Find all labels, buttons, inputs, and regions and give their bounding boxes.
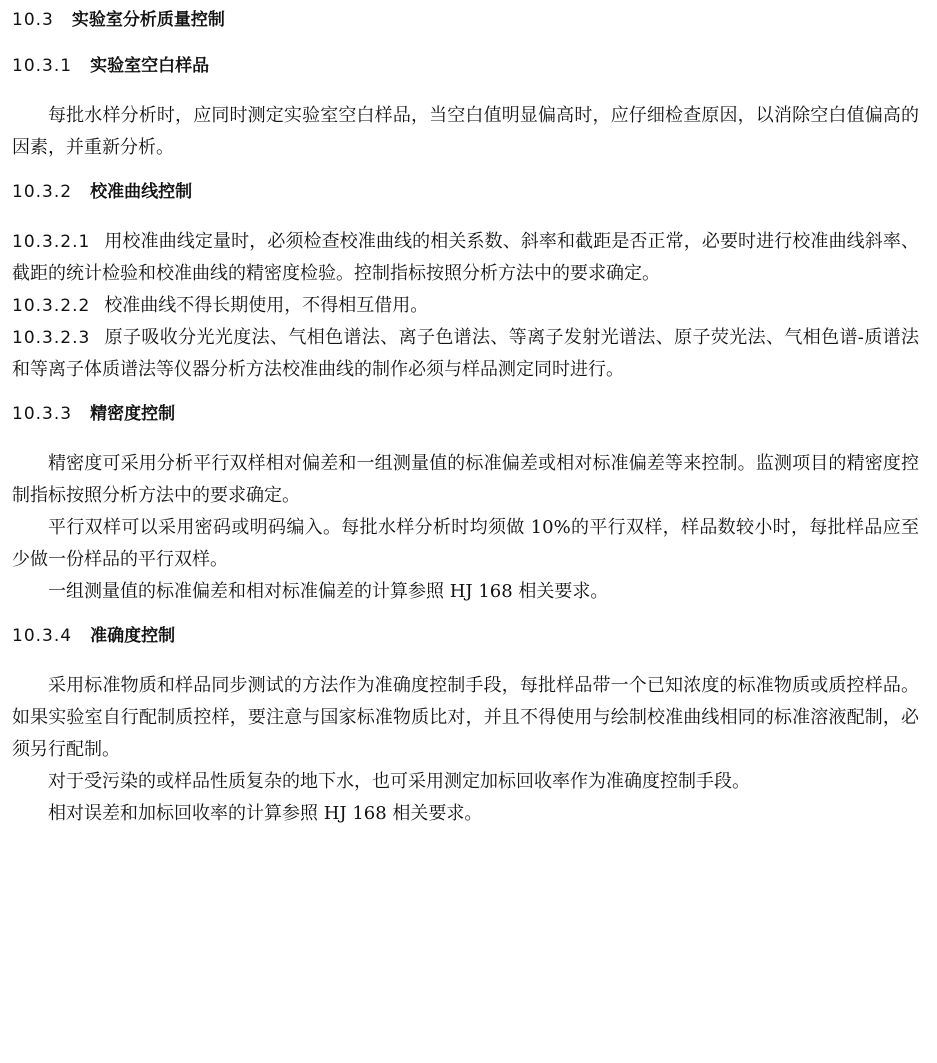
section-heading-10-3-1 [12,54,919,78]
paragraph: 对于受污染的或样品性质复杂的地下水，也可采用测定加标回收率作为准确度控制手段。 [48,771,750,792]
paragraph: 一组测量值的标准偏差和相对标准偏差的计算参照 HJ 168 相关要求。 [48,581,609,602]
clause-10-3-2-3 [12,322,919,386]
clause-text: 校准曲线不得长期使用，不得相互借用。 [104,295,429,316]
section-title: 实验室空白样品 [90,56,210,76]
paragraph: 平行双样可以采用密码或明码编入。每批水样分析时均须做 10%的平行双样，样品数较小时，每批样品应至少做一份样品的平行双样。 [12,517,919,570]
clause-text: 用校准曲线定量时，必须检查校准曲线的相关系数、斜率和截距是否正常，必要时进行校准曲线斜率、截距的统计检验和校准曲线的精密度检验。控制指标按照分析方法中的要求确定。 [12,231,919,284]
section-heading-10-3-3 [12,402,919,426]
section-number: 10.3.1 [12,56,73,76]
section-title: 校准曲线控制 [90,182,193,202]
paragraph: 采用标准物质和样品同步测试的方法作为准确度控制手段，每批样品带一个已知浓度的标准物质或质控样品。如果实验室自行配制质控样，要注意与国家标准物质比对，并且不得使用与绘制校准曲线相同的标准溶液配制，必须另行配制。 [12,675,919,760]
paragraph: 相对误差和加标回收率的计算参照 HJ 168 相关要求。 [48,803,483,824]
clause-10-3-2-2 [12,290,919,322]
paragraph: 精密度可采用分析平行双样相对偏差和一组测量值的标准偏差或相对标准偏差等来控制。监测项目的精密度控制指标按照分析方法中的要求确定。 [12,453,919,506]
section-number: 10.3.2 [12,182,73,202]
section-heading-10-3 [12,8,919,32]
section-number: 10.3 [12,10,54,30]
section-heading-10-3-2 [12,180,919,204]
section-number: 10.3.3 [12,404,73,424]
clause-number: 10.3.2.2 [12,296,91,316]
section-title: 精密度控制 [90,404,176,424]
clause-10-3-2-1 [12,226,919,290]
section-heading-10-3-4 [12,624,919,648]
clause-number: 10.3.2.3 [12,328,91,348]
section-number: 10.3.4 [12,626,73,646]
section-title: 准确度控制 [90,626,176,646]
paragraph: 每批水样分析时，应同时测定实验室空白样品，当空白值明显偏高时，应仔细检查原因，以消除空白值偏高的因素，并重新分析。 [12,105,919,158]
clause-number: 10.3.2.1 [12,232,91,252]
clause-text: 原子吸收分光光度法、气相色谱法、离子色谱法、等离子发射光谱法、原子荧光法、气相色谱-质谱法和等离子体质谱法等仪器分析方法校准曲线的制作必须与样品测定同时进行。 [12,327,919,380]
section-title: 实验室分析质量控制 [71,10,225,30]
